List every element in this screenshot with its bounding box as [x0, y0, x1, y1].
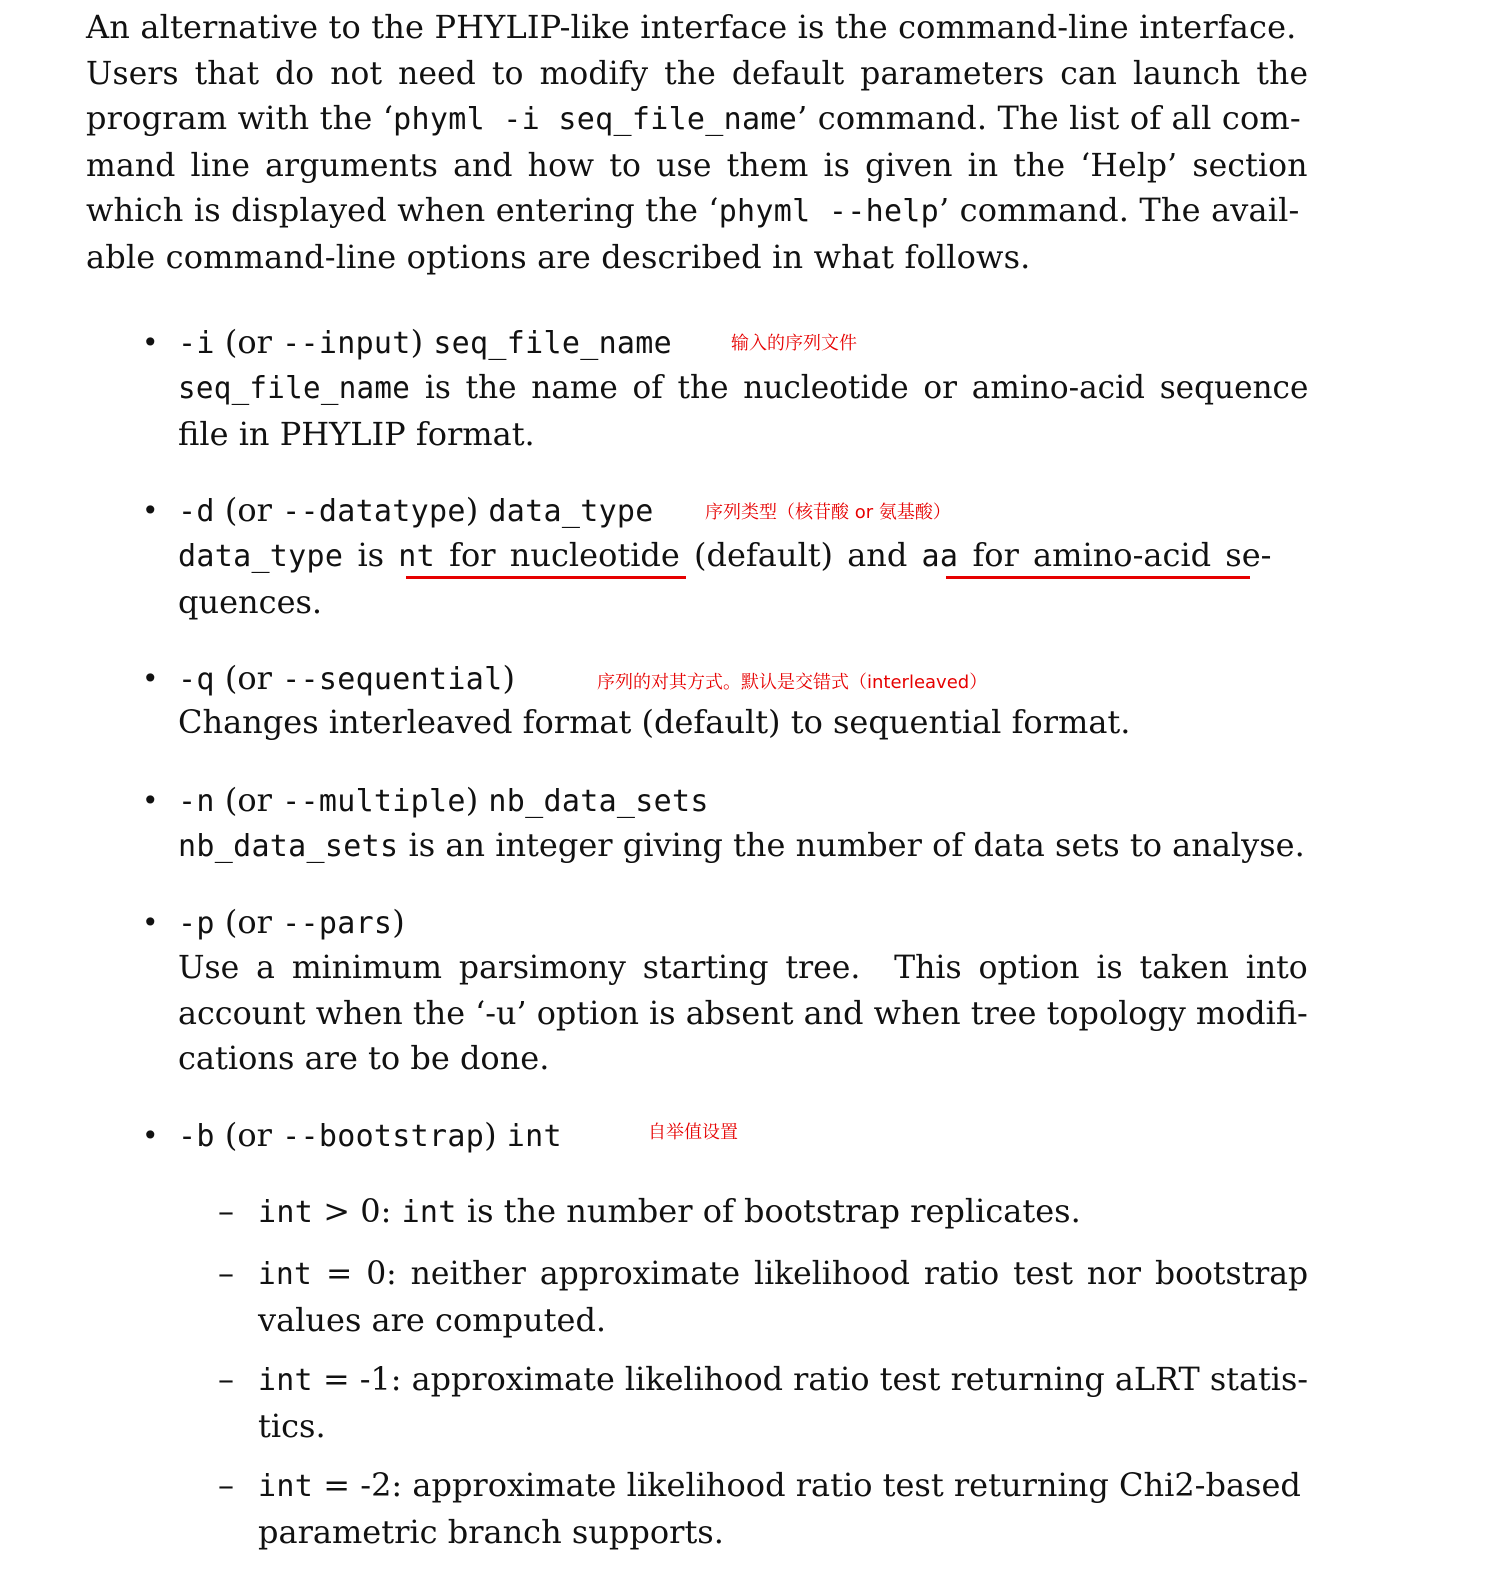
option-flag: -i	[178, 326, 215, 361]
underline-nt-nucleotide	[406, 576, 686, 579]
value-nt: nt	[398, 539, 435, 574]
bullet-input: •	[142, 326, 159, 359]
option-head-bootstrap: -b (or --bootstrap) int	[178, 1116, 562, 1154]
dash-marker: –	[218, 1254, 234, 1292]
value-aa: aa	[921, 539, 959, 574]
option-argument: int	[506, 1119, 562, 1154]
option-argument: data_type	[488, 494, 654, 529]
option-description-multiple: nb_data_sets is an integer giving the number of data sets to analyse.	[178, 826, 1305, 864]
bootstrap-value-positive: int > 0: int is the number of bootstrap replicates.	[258, 1192, 1081, 1230]
bullet-datatype: •	[142, 494, 159, 527]
bootstrap-value-zero: int = 0: neither approximate likelihood ratio test nor bootstrap values are computed.	[258, 1254, 1309, 1339]
option-long-name: --bootstrap	[282, 1119, 485, 1154]
option-long-name: --sequential	[282, 662, 503, 697]
underline-aa-amino-acid	[946, 576, 1250, 579]
dash-marker: –	[218, 1192, 234, 1230]
option-long-name: --input	[282, 326, 411, 361]
option-head-datatype: -d (or --datatype) data_type	[178, 491, 654, 529]
option-description-pars: Use a minimum parsimony starting tree. This option is taken into account when the ‘-u’ option is absent and when tree topology modifi- cations are to be done.	[178, 948, 1308, 1077]
option-argument: nb_data_sets	[488, 784, 709, 819]
intro-line-5: which is displayed when entering the ‘phyml --help’ command. The avail-	[86, 191, 1300, 229]
option-long-name: --pars	[282, 906, 393, 941]
bullet-multiple: •	[142, 784, 159, 817]
option-flag: -b	[178, 1119, 215, 1154]
annotation-input: 输入的序列文件	[731, 333, 857, 354]
bullet-bootstrap: •	[142, 1119, 159, 1152]
annotation-sequential: 序列的对其方式。默认是交错式（interleaved）	[597, 672, 988, 693]
intro-line-1: An alternative to the PHYLIP-like interface is the command-line interface.	[86, 8, 1297, 46]
intro-line-2: Users that do not need to modify the default parameters can launch the	[86, 53, 1309, 92]
option-head-multiple: -n (or --multiple) nb_data_sets	[178, 781, 709, 819]
option-description-input: seq_file_name is the name of the nucleotide or amino-acid sequence file in PHYLIP format.	[178, 368, 1309, 453]
bullet-pars: •	[142, 906, 159, 939]
option-flag: -d	[178, 494, 215, 529]
intro-line-6: able command-line options are described in what follows.	[86, 237, 1031, 276]
option-description-sequential: Changes interleaved format (default) to sequential format.	[178, 703, 1131, 741]
command-phyml-help: phyml --help	[718, 194, 940, 229]
option-long-name: --multiple	[282, 784, 466, 819]
option-head-pars: -p (or --pars)	[178, 903, 405, 941]
option-head-sequential: -q (or --sequential)	[178, 659, 515, 697]
option-flag: -q	[178, 662, 215, 697]
option-head-input: -i (or --input) seq_file_name	[178, 323, 673, 361]
option-description-datatype: data_type is nt for nucleotide (default) and aa for amino-acid se- quences.	[178, 536, 1272, 621]
bullet-sequential: •	[142, 662, 159, 695]
command-phyml-input: phyml -i seq_file_name	[393, 102, 798, 137]
option-argument: seq_file_name	[433, 326, 673, 361]
option-long-name: --datatype	[282, 494, 466, 529]
bootstrap-value-minus-one: int = -1: approximate likelihood ratio test returning aLRT statis- tics.	[258, 1360, 1309, 1445]
dash-marker: –	[218, 1466, 234, 1504]
intro-paragraph	[86, 5, 1308, 280]
annotation-datatype: 序列类型（核苷酸 or 氨基酸）	[705, 502, 951, 523]
bootstrap-value-minus-two: int = -2: approximate likelihood ratio test returning Chi2-based parametric branch supports.	[258, 1466, 1301, 1551]
option-flag: -n	[178, 784, 215, 819]
annotation-bootstrap: 自举值设置	[648, 1122, 738, 1143]
dash-marker: –	[218, 1360, 234, 1398]
intro-line-3: program with the ‘phyml -i seq_file_name’ command. The list of all com-	[86, 99, 1301, 137]
option-flag: -p	[178, 906, 215, 941]
intro-line-4: mand line arguments and how to use them is given in the ‘Help’ section	[86, 145, 1308, 184]
